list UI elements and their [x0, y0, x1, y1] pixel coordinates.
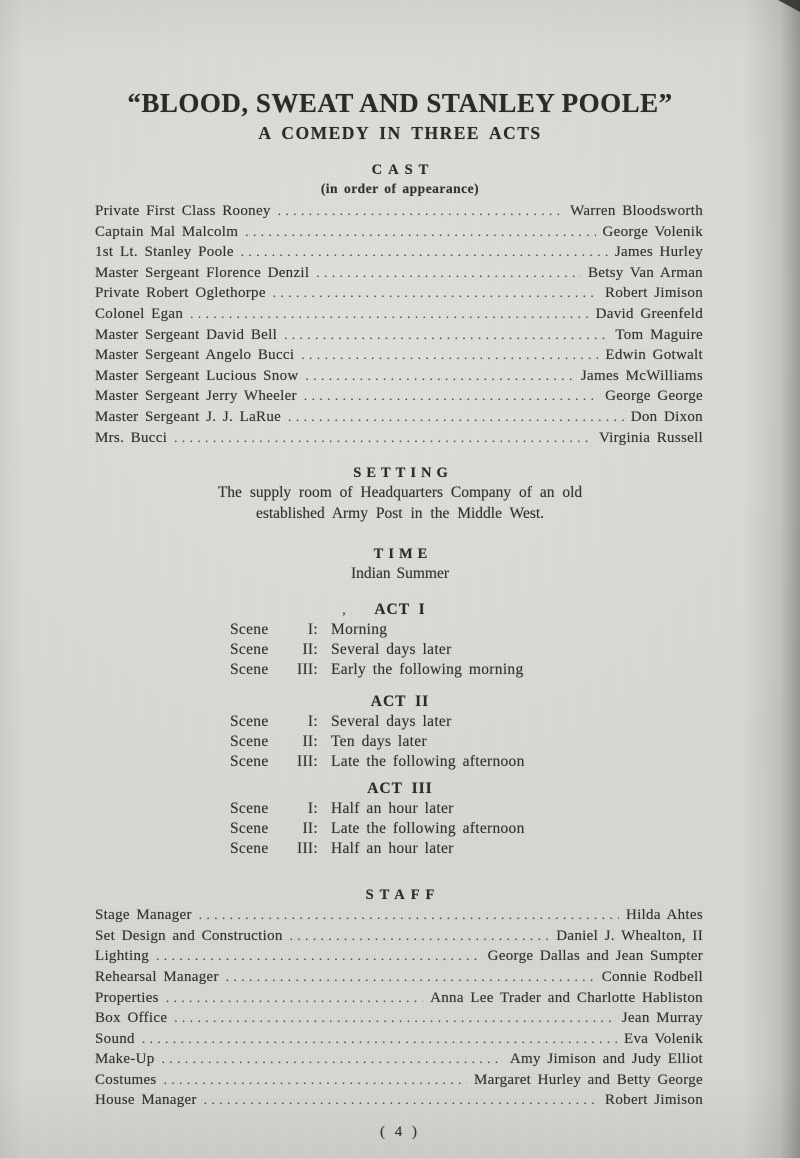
scene-desc: Ten days later [331, 733, 427, 751]
dot-leader [166, 988, 423, 1008]
scene-row [230, 732, 703, 752]
cast-role: Private Robert Oglethorpe [95, 285, 266, 302]
staff-row [95, 988, 703, 1009]
scene-numeral: III: [297, 661, 318, 679]
staff-name: Hilda Ahtes [625, 907, 703, 924]
cast-row [95, 304, 703, 325]
dot-leader [156, 946, 481, 966]
cast-row [95, 263, 703, 284]
cast-role: Master Sergeant Jerry Wheeler [95, 388, 297, 405]
dot-leader [174, 428, 592, 448]
scene-desc: Several days later [331, 713, 452, 731]
staff-row [95, 905, 703, 926]
cast-row [95, 242, 703, 263]
dot-leader [162, 1049, 503, 1069]
scene-row [230, 660, 703, 680]
page-number: ( 4 ) [380, 1124, 420, 1141]
staff-row [95, 1090, 703, 1111]
scene-numeral: I: [307, 621, 318, 639]
cast-row [95, 325, 703, 346]
setting-line: established Army Post in the Middle West. [255, 504, 545, 522]
dot-leader [164, 1070, 467, 1090]
stray-print-mark: , [342, 602, 346, 618]
staff-role: Lighting [95, 948, 150, 965]
staff-row [95, 1049, 703, 1070]
scene-numeral: II: [302, 820, 318, 838]
staff-heading: STAFF [365, 887, 441, 904]
cast-actor: Betsy Van Arman [587, 264, 703, 281]
act-scenes [95, 799, 703, 859]
staff-name: Connie Rodbell [601, 968, 703, 985]
cast-actor: Tom Maguire [615, 326, 703, 343]
dot-leader [245, 222, 595, 242]
staff-name: Margaret Hurley and Betty George [474, 1071, 703, 1088]
scene-numeral: III: [297, 753, 318, 771]
staff-name: Daniel J. Whealton, II [556, 927, 703, 944]
scene-desc: Half an hour later [331, 840, 454, 858]
dot-leader [288, 407, 624, 427]
staff-role: Set Design and Construction [95, 927, 283, 944]
dot-leader [199, 905, 619, 925]
staff-role: Make-Up [95, 1051, 155, 1068]
staff-name: Eva Volenik [624, 1030, 703, 1047]
scene-label: Scene [230, 641, 269, 659]
scene-numeral: II: [302, 733, 318, 751]
dot-leader [241, 242, 608, 262]
cast-row [95, 428, 703, 449]
cast-actor: George Volenik [602, 223, 703, 240]
staff-name: Jean Murray [621, 1010, 703, 1027]
staff-row [95, 1029, 703, 1050]
staff-row [95, 926, 703, 947]
scene-label: Scene [230, 820, 269, 838]
act-heading: ACT III [367, 780, 433, 798]
cast-row [95, 366, 703, 387]
scene-numeral: III: [297, 840, 318, 858]
cast-actor: George George [605, 388, 703, 405]
cast-role: Master Sergeant David Bell [95, 326, 278, 343]
scene-numeral: I: [307, 713, 318, 731]
cast-actor: Warren Bloodsworth [570, 203, 703, 219]
staff-row [95, 1070, 703, 1091]
staff-row [95, 1008, 703, 1029]
cast-role: Master Sergeant Lucious Snow [95, 367, 299, 384]
cast-actor: Robert Jimison [605, 285, 703, 302]
cast-role: Master Sergeant Florence Denzil [95, 264, 310, 281]
cast-role: Mrs. Bucci [95, 429, 168, 446]
staff-name: George Dallas and Jean Sumpter [487, 948, 703, 965]
scene-row [230, 752, 703, 772]
scene-desc: Early the following morning [331, 661, 524, 679]
scene-row [230, 819, 703, 839]
cast-role: 1st Lt. Stanley Poole [95, 244, 234, 261]
scene-desc: Half an hour later [331, 800, 454, 818]
dot-leader [204, 1090, 598, 1110]
scene-label: Scene [230, 800, 269, 818]
cast-actor: Virginia Russell [598, 429, 703, 446]
staff-role: Costumes [95, 1071, 157, 1088]
staff-name: Amy Jimison and Judy Elliot [509, 1051, 703, 1068]
cast-row [95, 201, 703, 222]
staff-role: House Manager [95, 1092, 197, 1109]
cast-role: Private First Class Rooney [95, 203, 271, 219]
staff-role: Box Office [95, 1010, 168, 1027]
scene-label: Scene [230, 661, 269, 679]
scene-desc: Late the following afternoon [331, 753, 525, 771]
dot-leader [301, 345, 598, 365]
dot-leader [278, 201, 563, 221]
play-title: “BLOOD, SWEAT AND STANLEY POOLE” [127, 88, 673, 118]
scene-label: Scene [230, 621, 269, 639]
act-scenes [95, 620, 703, 680]
cast-row [95, 345, 703, 366]
scene-row [230, 620, 703, 640]
scene-label: Scene [230, 840, 269, 858]
staff-role: Rehearsal Manager [95, 968, 219, 985]
scene-row [230, 799, 703, 819]
cast-subheading: (in order of appearance) [320, 181, 480, 196]
play-subtitle: A COMEDY IN THREE ACTS [258, 123, 542, 143]
dot-leader [284, 325, 608, 345]
scene-row [230, 640, 703, 660]
cast-actor: Edwin Gotwalt [605, 347, 703, 364]
cast-role: Master Sergeant J. J. LaRue [95, 408, 282, 425]
dot-leader [316, 263, 581, 283]
cast-actor: James McWilliams [580, 367, 703, 384]
cast-actor: James Hurley [614, 244, 703, 261]
scene-label: Scene [230, 713, 269, 731]
dot-leader [142, 1029, 617, 1049]
dot-leader [306, 366, 574, 386]
act-scenes [95, 712, 703, 772]
scene-row [230, 839, 703, 859]
dot-leader [190, 304, 588, 324]
cast-heading: CAST [371, 162, 435, 178]
cast-role: Master Sergeant Angelo Bucci [95, 347, 295, 364]
staff-role: Sound [95, 1030, 135, 1047]
cast-actor: David Greenfeld [595, 305, 703, 322]
cast-row [95, 222, 703, 243]
act-heading: ACT II [370, 693, 430, 711]
scene-numeral: I: [307, 800, 318, 818]
setting-text [0, 483, 800, 524]
staff-row [95, 967, 703, 988]
dot-leader [174, 1008, 615, 1028]
cast-list [95, 201, 703, 448]
staff-name: Anna Lee Trader and Charlotte Habliston [430, 989, 703, 1006]
staff-name: Robert Jimison [605, 1092, 703, 1109]
scene-desc: Several days later [331, 641, 452, 659]
staff-role: Properties [95, 989, 159, 1006]
dot-leader [290, 926, 550, 946]
staff-role: Stage Manager [95, 907, 192, 924]
cast-row [95, 283, 703, 304]
photo-corner-shadow [778, 0, 800, 12]
scene-desc: Morning [331, 621, 388, 639]
dot-leader [273, 283, 598, 303]
time-heading: TIME [373, 546, 433, 563]
cast-role: Colonel Egan [95, 305, 184, 322]
dot-leader [304, 386, 598, 406]
staff-row [95, 946, 703, 967]
setting-line: The supply room of Headquarters Company of an old [217, 484, 583, 502]
scene-numeral: II: [302, 641, 318, 659]
cast-role: Captain Mal Malcolm [95, 223, 239, 240]
scene-label: Scene [230, 733, 269, 751]
act-heading: , ACT I [342, 601, 426, 619]
scene-label: Scene [230, 753, 269, 771]
setting-heading: SETTING [353, 465, 453, 482]
dot-leader [226, 967, 595, 987]
scene-row [230, 712, 703, 732]
cast-row [95, 407, 703, 428]
time-value: Indian Summer [351, 565, 449, 583]
staff-list [95, 905, 703, 1111]
scene-desc: Late the following afternoon [331, 820, 525, 838]
cast-row [95, 386, 703, 407]
cast-actor: Don Dixon [630, 408, 703, 425]
